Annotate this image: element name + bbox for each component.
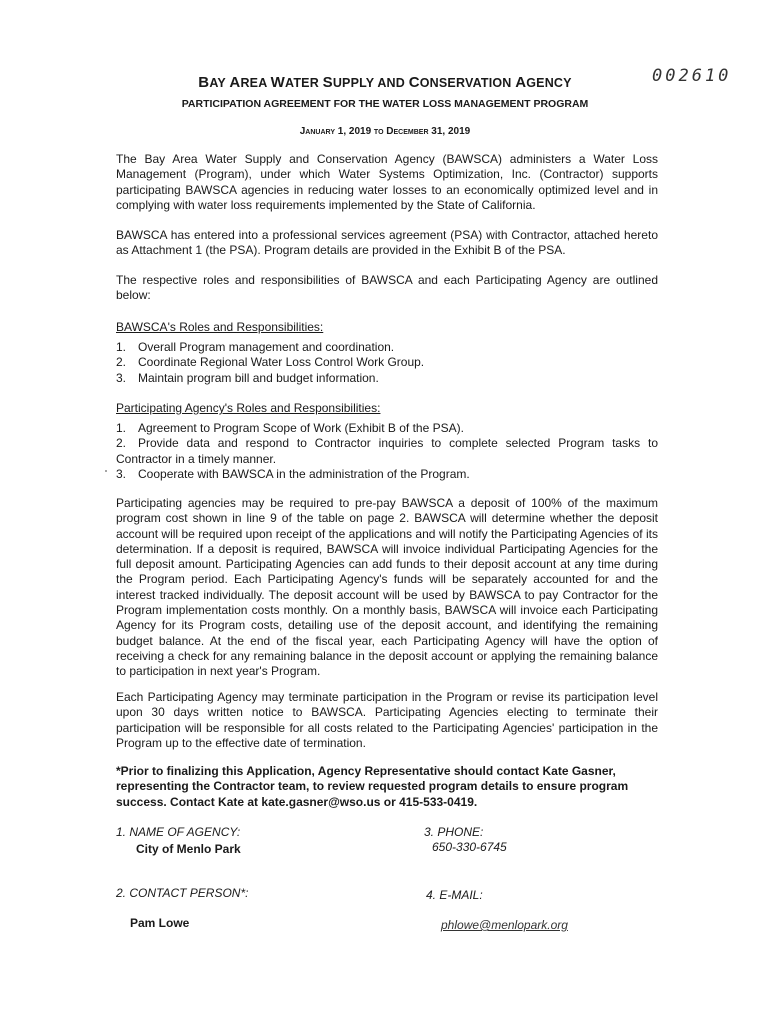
- termination-paragraph: Each Participating Agency may terminate participation in the Program or revise its participation level upon 30 days written notice to BAWSCA. Participating Agencies electing to terminate their participation will be responsible for all costs related to the Participating Agencies' participation in the Program up to the effective date of termination.: [116, 690, 658, 750]
- contact-person-label: 2. CONTACT PERSON*:: [116, 886, 249, 900]
- agency-name-value: City of Menlo Park: [136, 842, 241, 856]
- list-item: 1. Agreement to Program Scope of Work (Exhibit B of the PSA).: [116, 421, 464, 435]
- agency-name-label: 1. NAME OF AGENCY:: [116, 825, 241, 839]
- list-item: 3. Maintain program bill and budget information.: [116, 370, 379, 385]
- contact-person-value: Pam Lowe: [130, 916, 190, 930]
- org-title-part: WATER: [270, 74, 323, 91]
- phone-label: 3. PHONE:: [424, 825, 484, 839]
- org-title-part: AGENCY: [515, 74, 572, 91]
- deposit-paragraph: Participating agencies may be required to pre-pay BAWSCA a deposit of 100% of the maximum program cost shown in line 9 of the table on page 2. BAWSCA will determine whether the deposit account will be required upon receipt of the applications and will notify the Participating Agencies of its determination. If a deposit is required, BAWSCA will invoice individual Participating Agencies for the full deposit amount. Participating Agencies can add funds to their deposit account at any time during the Program period. Each Participating Agency's funds will be separately accounted for and the interest tracked individually. The deposit account will be used by BAWSCA to pay Contractor for the Program implementation costs monthly. On a monthly basis, BAWSCA will invoice each Participating Agency for its Program costs, detailing use of the deposit account, and identifying the remaining budget balance. At the end of the fiscal year, each Participating Agency will have the option of receiving a check for any remaining balance in the deposit account or applying the remaining balance to participation in next year's Program.: [116, 496, 658, 679]
- agency-roles-list: [116, 421, 658, 482]
- email-label: 4. E-MAIL:: [426, 888, 483, 902]
- email-value[interactable]: phlowe@menlopark.org: [441, 918, 568, 932]
- list-item: 3. Cooperate with BAWSCA in the administration of the Program.: [116, 466, 470, 481]
- agency-roles-heading: Participating Agency's Roles and Responsibilities:: [116, 401, 381, 415]
- org-title: [0, 74, 770, 91]
- scan-speck: [105, 470, 107, 472]
- roles-intro-paragraph: The respective roles and responsibilities of BAWSCA and each Participating Agency are outlined below:: [116, 273, 658, 303]
- contractor-notice: *Prior to finalizing this Application, Agency Representative should contact Kate Gasner, representing the Contractor team, to review requested program details to ensure program success. Contact Kate at kate.gasner@wso.us or 415-533-0419.: [116, 764, 629, 809]
- psa-paragraph: BAWSCA has entered into a professional services agreement (PSA) with Contractor, attached hereto as Attachment 1 (the PSA). Program details are provided in the Exhibit B of the PSA.: [116, 228, 658, 258]
- org-title-part: SUPPLY AND: [322, 74, 409, 91]
- agreement-subtitle: PARTICIPATION AGREEMENT FOR THE WATER LOSS MANAGEMENT PROGRAM: [181, 98, 589, 110]
- bawsca-roles-list: [116, 340, 658, 386]
- list-item: 2. Provide data and respond to Contractor inquiries to complete selected Program tasks to Contractor in a timely manner.: [116, 436, 658, 466]
- org-title-part: AREA: [229, 74, 271, 91]
- agreement-date-range: January 1, 2019 to December 31, 2019: [299, 126, 471, 137]
- bawsca-roles-heading: BAWSCA's Roles and Responsibilities:: [116, 320, 324, 334]
- list-item: 2. Coordinate Regional Water Loss Control Work Group.: [116, 355, 425, 370]
- org-title-part: CONSERVATION: [408, 74, 516, 91]
- document-number-stamp: 002610: [652, 66, 732, 86]
- intro-paragraph: The Bay Area Water Supply and Conservation Agency (BAWSCA) administers a Water Loss Management (Program), under which Water Systems Optimization, Inc. (Contractor) supports participating BAWSCA agencies in reducing water losses to an economically optimized level and in complying with water loss requirements implemented by the State of California.: [116, 152, 658, 212]
- list-item: 1. Overall Program management and coordination.: [116, 340, 395, 354]
- phone-value: 650-330-6745: [432, 840, 507, 854]
- org-title-part: BAY: [198, 74, 230, 91]
